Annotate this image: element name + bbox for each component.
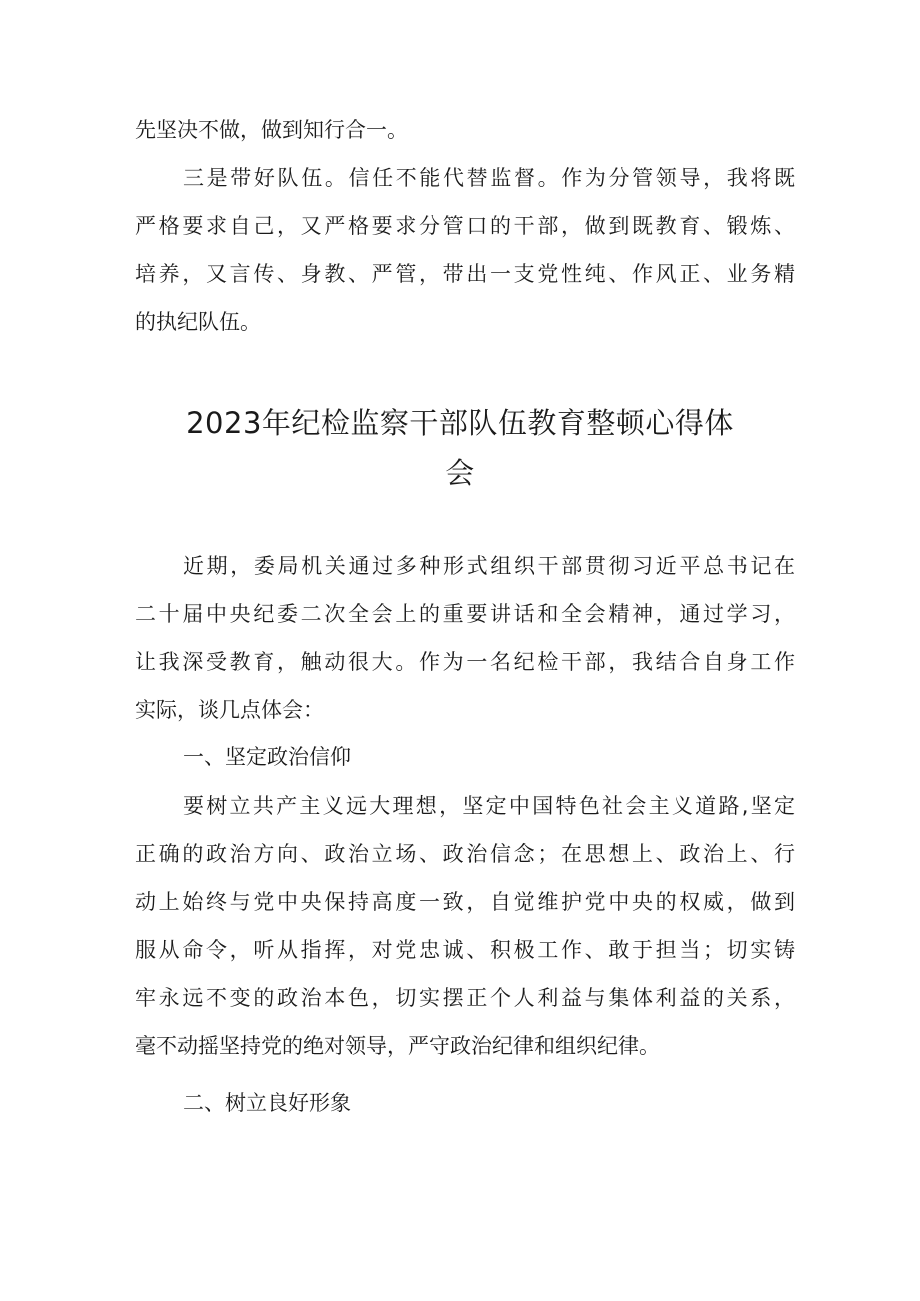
article-title-line-1: 2023年纪检监察干部队伍教育整顿心得体 [186, 406, 734, 440]
section-text-line: 牢永远不变的政治本色，切实摆正个人利益与集体利益的关系， [135, 986, 795, 1010]
intro-text-line: 近期，委局机关通过多种形式组织干部贯彻习近平总书记在 [183, 554, 795, 578]
body-text-line: 三是带好队伍。信任不能代替监督。作为分管领导，我将既 [183, 166, 795, 190]
intro-text-line: 实际，谈几点体会： [135, 698, 324, 722]
section-text-line: 毫不动摇坚持党的绝对领导，严守政治纪律和组织纪律。 [135, 1034, 660, 1058]
body-text-line: 先坚决不做，做到知行合一。 [135, 118, 408, 142]
section-text-line: 正确的政治方向、政治立场、政治信念；在思想上、政治上、行 [135, 842, 795, 866]
body-text-line: 培养，又言传、身教、严管，带出一支党性纯、作风正、业务精 [135, 262, 795, 286]
intro-text-line: 二十届中央纪委二次全会上的重要讲话和全会精神，通过学习， [135, 602, 795, 626]
body-text-line: 的执纪队伍。 [135, 310, 261, 334]
section-heading: 二、树立良好形象 [183, 1091, 351, 1115]
body-text-line: 严格要求自己，又严格要求分管口的干部，做到既教育、锻炼、 [135, 214, 795, 238]
section-text-line: 动上始终与党中央保持高度一致，自觉维护党中央的权威，做到 [135, 890, 795, 914]
section-heading: 一、坚定政治信仰 [183, 745, 351, 769]
section-text-line: 要树立共产主义远大理想，坚定中国特色社会主义道路,坚定 [183, 794, 795, 818]
section-text-line: 服从命令，听从指挥，对党忠诚、积极工作、敢于担当；切实铸 [135, 938, 795, 962]
intro-text-line: 让我深受教育，触动很大。作为一名纪检干部，我结合自身工作 [135, 650, 795, 674]
article-title-line-2: 会 [445, 456, 475, 490]
